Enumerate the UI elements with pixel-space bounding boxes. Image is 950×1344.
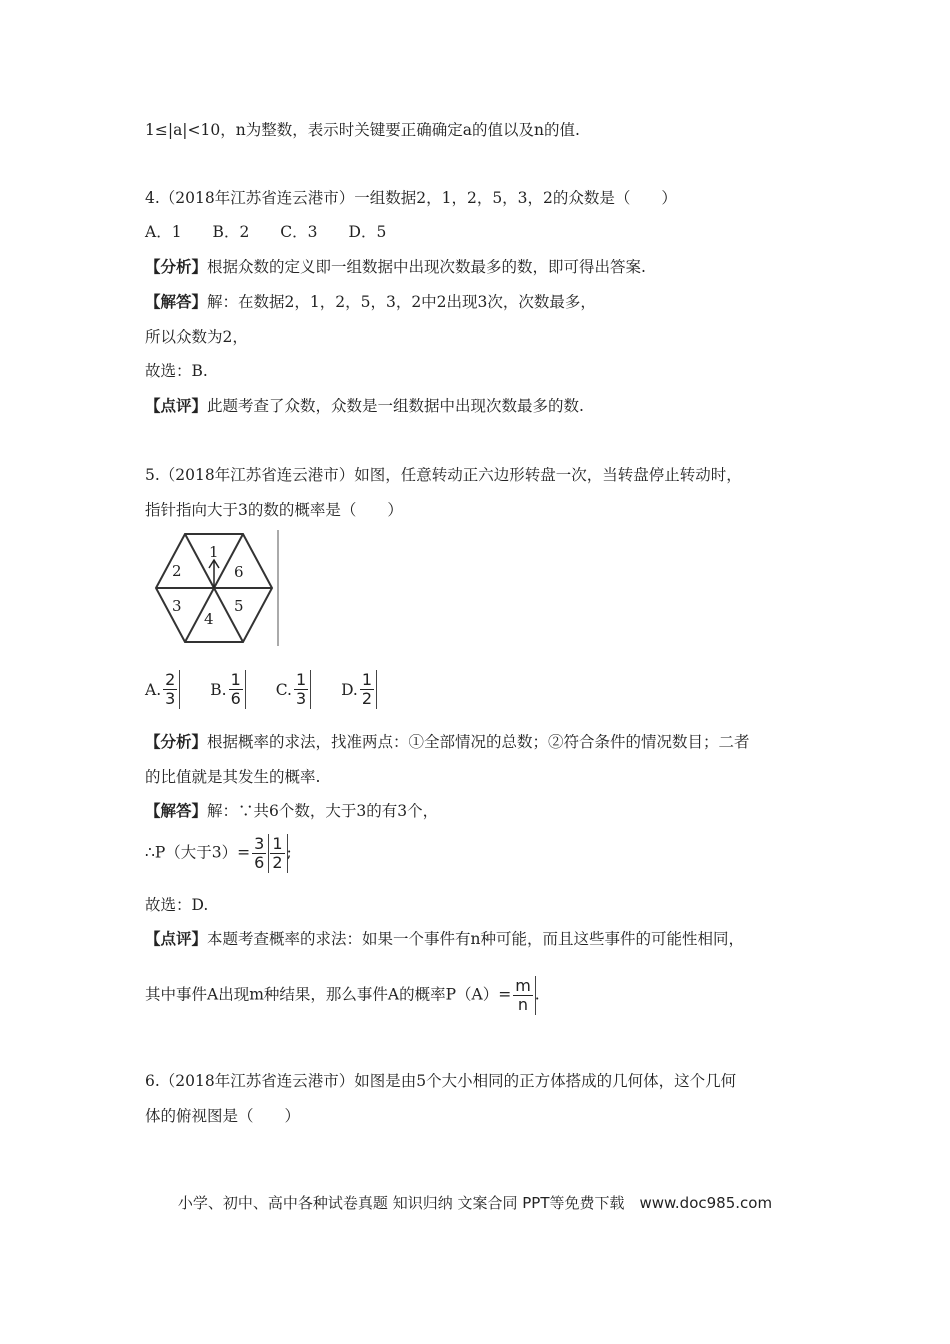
option-a — [145, 672, 179, 707]
numerator: m — [515, 976, 531, 995]
text-line: 1≤|a|<10，n为整数，表示时关键要正确确定a的值以及n的值. — [145, 121, 580, 139]
q5-answer — [145, 801, 438, 821]
question-4-options: A．1 B．2 C．3 D．5 — [145, 223, 387, 241]
option-letter: B. — [210, 680, 227, 699]
denominator: n — [517, 995, 529, 1014]
numerator: 1 — [272, 834, 283, 853]
answer-text: 解：∵共6个数，大于3的有3个， — [207, 802, 439, 820]
fraction — [229, 672, 243, 707]
q4-comment — [145, 396, 584, 416]
analysis-text: 根据众数的定义即一组数据中出现次数最多的数，即可得出答案. — [207, 258, 646, 276]
question-5-line2: 指针指向大于3的数的概率是（ ） — [145, 501, 403, 519]
q5-answer-2 — [145, 836, 292, 871]
answer-tag: 【解答】 — [145, 801, 208, 820]
answer-text: 解：在数据2，1，2，5，3，2中2出现3次，次数最多， — [207, 293, 596, 311]
option-b — [210, 672, 245, 707]
hex-label-1: 1 — [209, 543, 219, 561]
q5-options — [145, 672, 402, 707]
option-c — [276, 672, 310, 707]
hex-label-2: 2 — [172, 562, 182, 580]
numerator: 1 — [295, 670, 307, 689]
answer-suffix: ; — [286, 843, 292, 862]
q5-comment — [145, 929, 744, 949]
fraction-m-over-n — [513, 978, 533, 1013]
numerator: 1 — [361, 670, 373, 689]
comment-tag: 【点评】 — [145, 396, 208, 415]
q4-choice: 故选：B. — [145, 362, 208, 380]
q4-answer-2: 所以众数为2， — [145, 328, 248, 346]
option-letter: A. — [145, 680, 162, 699]
q5-analysis — [145, 732, 750, 752]
option-letter: C. — [275, 680, 292, 699]
hex-label-4: 4 — [204, 610, 214, 628]
fraction — [294, 672, 308, 707]
fraction — [360, 672, 374, 707]
denominator: 2 — [272, 853, 283, 872]
comment-text: 本题考查概率的求法：如果一个事件有n种可能，而且这些事件的可能性相同， — [207, 930, 745, 948]
hexagon-spinner-figure — [144, 530, 284, 646]
option-letter: D. — [341, 680, 358, 699]
hex-label-3: 3 — [172, 597, 182, 615]
comment-tag: 【点评】 — [145, 929, 208, 948]
comment-suffix: . — [534, 985, 540, 1004]
q5-analysis-2: 的比值就是其发生的概率. — [145, 768, 321, 786]
question-6: 6.（2018年江苏省连云港市）如图是由5个大小相同的正方体搭成的几何体，这个几何 — [145, 1072, 737, 1090]
answer-tag: 【解答】 — [145, 292, 208, 311]
denominator: 3 — [295, 689, 307, 708]
q4-analysis — [145, 257, 646, 277]
analysis-text: 根据概率的求法，找准两点：①全部情况的总数；②符合条件的情况数目；二者 — [207, 733, 750, 751]
comment-prefix: 其中事件A出现m种结果，那么事件A的概率P（A）= — [145, 985, 512, 1004]
q4-answer — [145, 292, 596, 312]
answer-prefix: ∴P（大于3）= — [145, 843, 251, 862]
numerator: 3 — [254, 834, 265, 853]
hex-label-6: 6 — [234, 563, 244, 581]
q5-choice: 故选：D. — [145, 896, 209, 914]
question-6-line2: 体的俯视图是（ ） — [145, 1107, 301, 1125]
hex-label-5: 5 — [234, 597, 244, 615]
fraction — [270, 836, 284, 871]
numerator: 1 — [230, 670, 241, 689]
question-4: 4.（2018年江苏省连云港市）一组数据2，1，2，5，3，2的众数是（ ） — [145, 189, 677, 207]
footer: 小学、初中、高中各种试卷真题 知识归纳 文案合同 PPT等免费下载 www.doc985.com — [177, 1194, 773, 1212]
comment-text: 此题考查了众数，众数是一组数据中出现次数最多的数. — [207, 397, 584, 415]
fraction — [252, 836, 266, 871]
fraction — [163, 672, 177, 707]
denominator: 6 — [254, 853, 265, 872]
analysis-tag: 【分析】 — [145, 732, 208, 751]
numerator: 2 — [165, 670, 176, 689]
option-d — [341, 672, 376, 707]
denominator: 2 — [361, 689, 373, 708]
denominator: 6 — [230, 689, 241, 708]
analysis-tag: 【分析】 — [145, 257, 208, 276]
question-5: 5.（2018年江苏省连云港市）如图，任意转动正六边形转盘一次，当转盘停止转动时， — [145, 466, 742, 484]
q5-comment-2 — [145, 978, 540, 1013]
denominator: 3 — [165, 689, 176, 708]
